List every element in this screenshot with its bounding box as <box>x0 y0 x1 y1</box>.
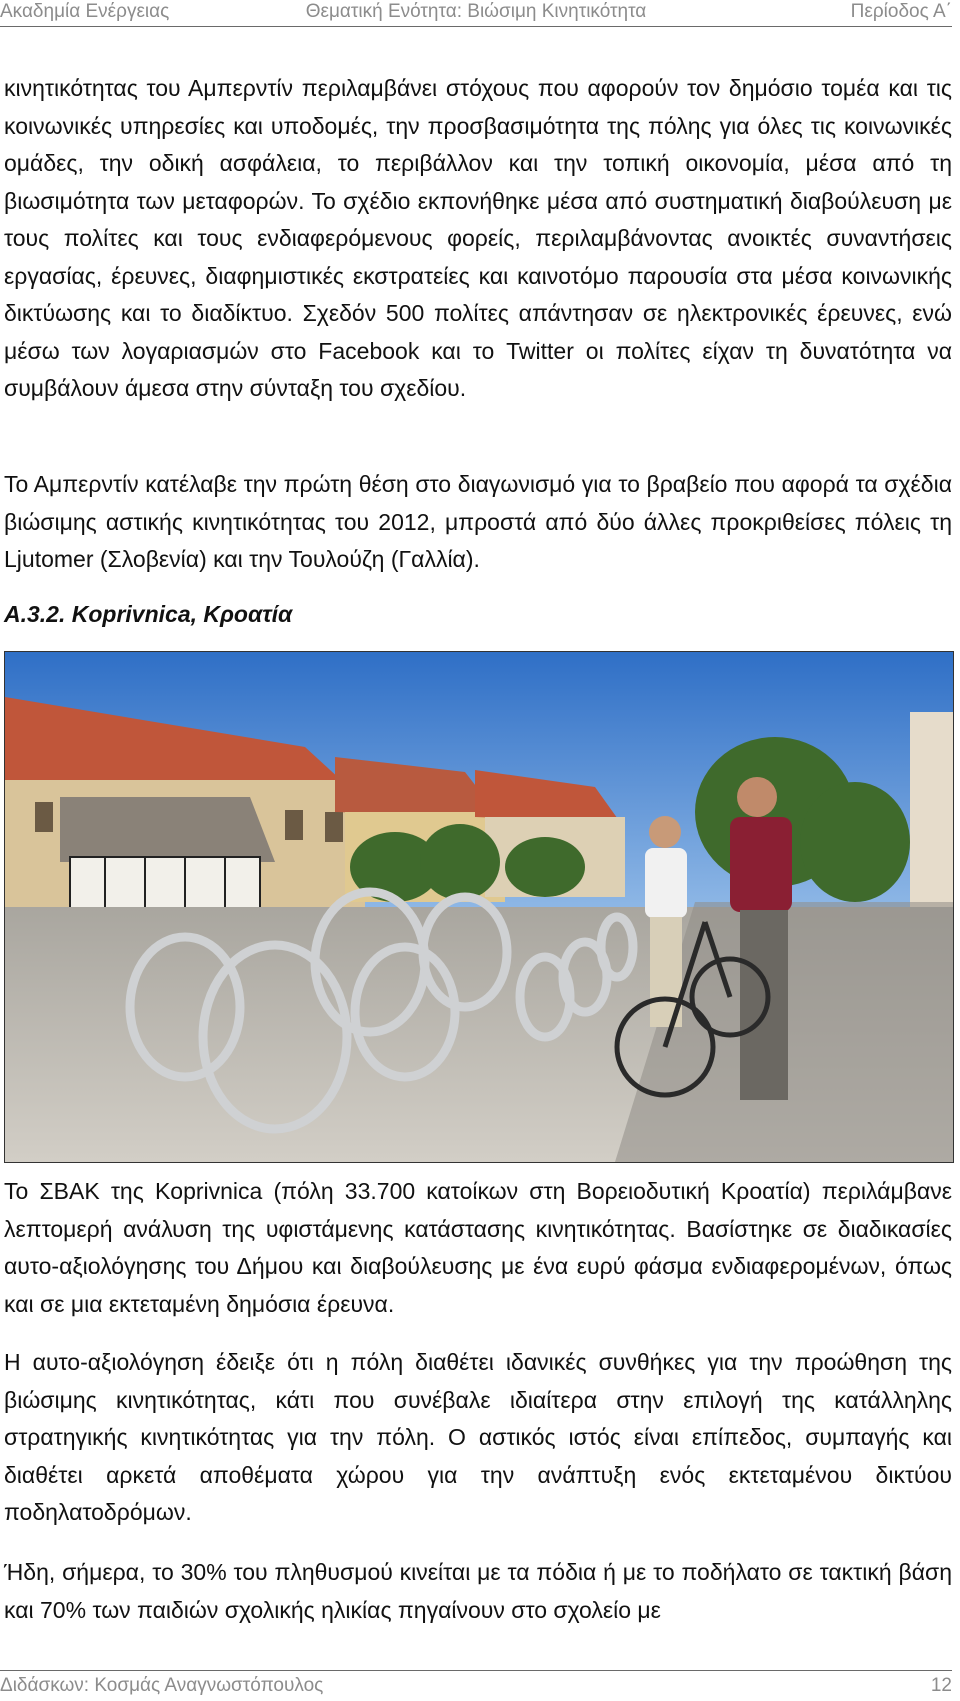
footer-instructor: Διδάσκων: Κοσμάς Αναγνωστόπουλος <box>0 1675 324 1696</box>
paragraph-koprivnica-plan: Το ΣΒΑΚ της Koprivnica (πόλη 33.700 κατοίκων στη Βορειοδυτική Κροατία) περιλάμβανε λεπτομερή ανάλυση της υφιστάμενης κατάστασης κινητικότητας. Βασίστηκε σε διαδικασίες αυτο-αξιολόγησης του Δήμου και διαβούλευσης με ένα ευρύ φάσμα ενδιαφερομένων, όπως και σε μια εκτεταμένη δημόσια έρευνα. <box>4 1178 952 1317</box>
page-footer <box>0 1670 952 1701</box>
koprivnica-square-photo <box>4 651 954 1163</box>
page-header <box>0 0 952 27</box>
kiosk-roof <box>60 797 275 862</box>
section-heading: Α.3.2. Koprivnica, Κροατία <box>4 601 293 627</box>
photo-illustration <box>5 652 953 1162</box>
header-module-title: Θεματική Ενότητα: Βιώσιμη Κινητικότητα <box>305 1 647 22</box>
header-period: Περίοδος Α΄ <box>850 1 952 22</box>
header-course-title: Ακαδημία Ενέργειας <box>0 1 170 22</box>
page-number: 12 <box>930 1675 952 1696</box>
paragraph-modal-split: Ήδη, σήμερα, το 30% του πληθυσμού κινείται με τα πόδια ή με το ποδήλατο σε τακτική βάση και 70% των παιδιών σχολικής ηλικίας πηγαίνουν στο σχολείο με <box>4 1559 952 1623</box>
paragraph-aberdeen-award: Το Αμπερντίν κατέλαβε την πρώτη θέση στο διαγωνισμό για το βραβείο που αφορά τα σχέδια βιώσιμης αστικής κινητικότητας του 2012, μπροστά από δύο άλλες προκριθείσες πόλεις τη Ljutomer (Σλοβενία) και την Τουλούζη (Γαλλία). <box>4 471 952 572</box>
building-far-right <box>910 712 953 912</box>
paragraph-self-assessment: Η αυτο-αξιολόγηση έδειξε ότι η πόλη διαθέτει ιδανικές συνθήκες για την προώθηση της βιώσιμης κινητικότητας, κάτι που συνέβαλε ιδιαίτερα στην επιλογή της κατάλληλης στρατηγικής κινητικότητας για την πόλη. Ο αστικός ιστός είναι επίπεδος, συμπαγής και διαθέτει αρκετά αποθέματα χώρου για την ανάπτυξη ενός εκτεταμένου δικτύου ποδηλατοδρόμων. <box>4 1349 952 1525</box>
paragraph-aberdeen-plan: κινητικότητας του Αμπερντίν περιλαμβάνει στόχους που αφορούν τον δημόσιο τομέα και τις κοινωνικές υπηρεσίες και υποδομές, την προσβασιμότητα της πόλης για όλες τις κοινωνικές ομάδες, την οδική ασφάλεια, το περιβάλλον και την τοπική οικονομία, μέσα από τη βιωσιμότητα των μεταφορών. Το σχέδιο εκπονήθηκε μέσα από συστηματική διαβούλευση με τους πολίτες και τους ενδιαφερόμενους φορείς, περιλαμβάνοντας ανοικτές συναντήσεις εργασίας, έρευνες, διαφημιστικές εκστρατείες και καινοτόμο παρουσία στα μέσα κοινωνικής δικτύωσης και το διαδίκτυο. Σχεδόν 500 πολίτες απάντησαν σε ηλεκτρονικές έρευνες, ενώ μέσω των λογαριασμών στο Facebook και το Twitter οι πολίτες είχαν τη δυνατότητα να συμβάλουν άμεσα στην σύνταξη του σχεδίου. <box>4 75 952 401</box>
